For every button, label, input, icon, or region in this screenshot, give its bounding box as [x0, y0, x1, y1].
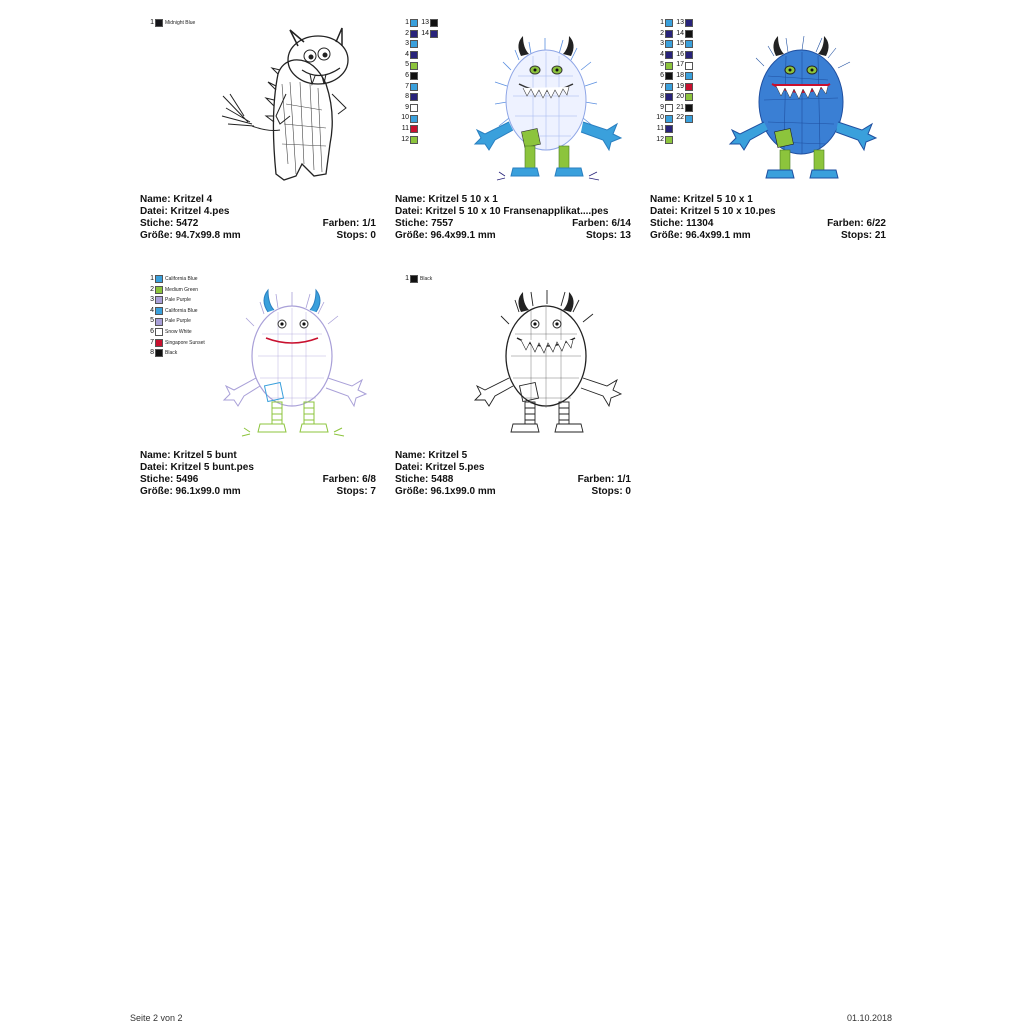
thread-color-swatch — [410, 40, 418, 48]
stitch-count: Stiche: 5472 — [140, 218, 199, 229]
thread-color-name: Black — [165, 350, 178, 357]
monster-colored-outline-image — [220, 282, 372, 442]
monster-filled-image — [728, 26, 883, 186]
thread-color-row — [145, 327, 205, 338]
thread-index: 1 — [405, 19, 409, 26]
thread-color-row — [655, 82, 675, 93]
thread-index: 3 — [405, 40, 409, 48]
thread-color-swatch — [685, 83, 693, 91]
thread-color-swatch — [665, 30, 673, 38]
thread-index: 3 — [660, 40, 664, 48]
thread-index: 1 — [150, 19, 154, 26]
thread-color-swatch — [665, 125, 673, 133]
thread-color-row — [400, 71, 420, 82]
thread-color-row — [675, 60, 695, 71]
thread-color-row — [145, 18, 195, 29]
color-count: Farben: 6/14 — [572, 218, 631, 229]
thread-color-row — [675, 113, 695, 124]
thread-index: 8 — [660, 93, 664, 101]
thread-color-row — [400, 135, 420, 146]
thread-color-swatch — [155, 275, 163, 283]
thread-color-row — [655, 71, 675, 82]
thread-color-row — [655, 29, 675, 40]
design-info — [650, 194, 886, 242]
design-file: Datei: Kritzel 4.pes — [140, 206, 230, 217]
thread-index: 19 — [676, 82, 684, 90]
thread-index: 5 — [405, 61, 409, 69]
page-number: Seite 2 von 2 — [130, 1013, 183, 1023]
thread-color-swatch — [410, 83, 418, 91]
thread-color-swatch — [665, 19, 673, 27]
thread-color-row — [145, 306, 205, 317]
thread-color-row — [675, 18, 695, 29]
thread-index: 9 — [405, 103, 409, 111]
thread-index: 22 — [676, 114, 684, 122]
thread-color-row — [675, 92, 695, 103]
design-size: Größe: 96.1x99.0 mm — [140, 486, 241, 497]
thread-color-swatch — [410, 275, 418, 283]
design-size: Größe: 96.4x99.1 mm — [395, 230, 496, 241]
design-card-kritzel-5-applique — [395, 18, 631, 268]
thread-color-swatch — [410, 125, 418, 133]
thread-index: 14 — [676, 29, 684, 37]
design-info — [140, 194, 376, 242]
thread-index: 4 — [405, 50, 409, 58]
thread-color-row — [400, 39, 420, 50]
thread-color-swatch — [665, 72, 673, 80]
thread-color-row — [655, 92, 675, 103]
thread-color-row — [145, 338, 205, 349]
thread-color-swatch — [410, 104, 418, 112]
thread-column — [400, 18, 420, 145]
thread-color-row — [420, 29, 440, 40]
color-count: Farben: 1/1 — [322, 218, 376, 229]
thread-color-swatch — [685, 93, 693, 101]
thread-index: 13 — [421, 19, 429, 26]
thread-color-swatch — [410, 51, 418, 59]
thread-index: 4 — [150, 306, 154, 314]
thread-index: 21 — [676, 103, 684, 111]
thread-color-row — [400, 103, 420, 114]
thread-color-row — [675, 82, 695, 93]
design-name: Name: Kritzel 5 — [395, 450, 468, 461]
thread-index: 7 — [405, 82, 409, 90]
stop-count: Stops: 7 — [336, 486, 376, 497]
thread-color-list — [145, 274, 205, 359]
stitch-count: Stiche: 5488 — [395, 474, 454, 485]
design-file: Datei: Kritzel 5 bunt.pes — [140, 462, 254, 473]
thread-color-swatch — [155, 19, 163, 27]
thread-color-name: Medium Green — [165, 286, 199, 293]
thread-index: 5 — [150, 317, 154, 325]
color-count: Farben: 6/8 — [322, 474, 376, 485]
design-name: Name: Kritzel 5 10 x 1 — [650, 194, 753, 205]
thread-column — [420, 18, 440, 39]
thread-index: 7 — [660, 82, 664, 90]
thread-color-swatch — [665, 62, 673, 70]
thread-color-name: Black — [420, 276, 433, 282]
thread-index: 4 — [660, 50, 664, 58]
thread-color-swatch — [430, 30, 438, 38]
thread-column — [655, 18, 675, 145]
design-name: Name: Kritzel 5 bunt — [140, 450, 237, 461]
thread-color-name: Midnight Blue — [165, 20, 196, 26]
thread-color-swatch — [685, 19, 693, 27]
design-card-kritzel-5 — [395, 274, 631, 524]
thread-index: 6 — [150, 327, 154, 335]
thread-index: 2 — [405, 29, 409, 37]
thread-color-row — [675, 50, 695, 61]
thread-color-row — [145, 348, 205, 359]
thread-color-swatch — [665, 104, 673, 112]
thread-color-swatch — [665, 115, 673, 123]
design-name: Name: Kritzel 5 10 x 1 — [395, 194, 498, 205]
thread-color-swatch — [410, 136, 418, 144]
thread-color-swatch — [685, 40, 693, 48]
thread-color-swatch — [155, 286, 163, 294]
thread-color-swatch — [155, 349, 163, 357]
stop-count: Stops: 0 — [336, 230, 376, 241]
thread-color-name: Pale Purple — [165, 318, 191, 325]
design-file: Datei: Kritzel 5.pes — [395, 462, 485, 473]
thread-index: 13 — [676, 19, 684, 26]
thread-index: 11 — [656, 124, 664, 132]
design-size: Größe: 96.1x99.0 mm — [395, 486, 496, 497]
thread-color-row — [675, 103, 695, 114]
thread-color-swatch — [155, 296, 163, 304]
thread-index: 15 — [676, 40, 684, 48]
thread-color-row — [655, 50, 675, 61]
color-count: Farben: 1/1 — [577, 474, 631, 485]
monster-sketch-image — [218, 24, 373, 186]
design-size: Größe: 96.4x99.1 mm — [650, 230, 751, 241]
monster-sketch-image — [473, 282, 628, 442]
thread-color-swatch — [665, 51, 673, 59]
thread-color-row — [400, 113, 420, 124]
print-date: 01.10.2018 — [847, 1013, 893, 1023]
thread-color-swatch — [665, 83, 673, 91]
thread-color-swatch — [155, 307, 163, 315]
thread-index: 7 — [150, 338, 154, 346]
thread-color-row — [400, 50, 420, 61]
thread-index: 1 — [150, 275, 154, 282]
stitch-count: Stiche: 11304 — [650, 218, 714, 229]
thread-color-row — [400, 18, 420, 29]
thread-color-swatch — [155, 339, 163, 347]
design-card-kritzel-5-bunt — [140, 274, 376, 524]
thread-index: 16 — [676, 50, 684, 58]
design-info — [395, 450, 631, 498]
stitch-count: Stiche: 5496 — [140, 474, 199, 485]
thread-index: 8 — [405, 93, 409, 101]
thread-color-name: California Blue — [165, 307, 198, 314]
thread-color-name: California Blue — [165, 276, 198, 282]
thread-color-row — [145, 274, 205, 285]
thread-index: 3 — [150, 296, 154, 304]
design-name: Name: Kritzel 4 — [140, 194, 213, 205]
thread-index: 2 — [150, 285, 154, 293]
thread-color-row — [145, 295, 205, 306]
thread-color-row — [400, 274, 432, 285]
thread-color-row — [655, 18, 675, 29]
thread-color-row — [420, 18, 440, 29]
thread-color-list — [400, 274, 432, 285]
thread-color-swatch — [665, 136, 673, 144]
thread-index: 10 — [401, 114, 409, 122]
thread-index: 11 — [401, 124, 409, 132]
thread-color-row — [655, 60, 675, 71]
stop-count: Stops: 21 — [840, 230, 886, 241]
thread-color-swatch — [685, 30, 693, 38]
thread-color-row — [655, 135, 675, 146]
thread-color-swatch — [685, 104, 693, 112]
design-info — [140, 450, 376, 498]
thread-color-row — [655, 103, 675, 114]
thread-color-swatch — [410, 93, 418, 101]
thread-index: 1 — [405, 275, 409, 282]
stop-count: Stops: 0 — [591, 486, 631, 497]
monster-applique-image — [473, 26, 628, 186]
thread-color-row — [400, 82, 420, 93]
thread-color-row — [400, 92, 420, 103]
thread-color-row — [675, 29, 695, 40]
thread-color-swatch — [410, 72, 418, 80]
thread-color-row — [145, 285, 205, 296]
thread-index: 6 — [660, 71, 664, 79]
thread-color-row — [400, 29, 420, 40]
thread-color-swatch — [410, 30, 418, 38]
thread-index: 2 — [660, 29, 664, 37]
thread-color-name: Singapore Sunset — [165, 339, 205, 346]
thread-color-swatch — [685, 72, 693, 80]
thread-color-row — [675, 71, 695, 82]
thread-index: 6 — [405, 71, 409, 79]
thread-color-row — [675, 39, 695, 50]
thread-index: 8 — [150, 349, 154, 357]
thread-index: 12 — [401, 135, 409, 143]
design-card-kritzel-4 — [140, 18, 376, 268]
thread-color-row — [400, 124, 420, 135]
stop-count: Stops: 13 — [585, 230, 631, 241]
thread-index: 14 — [421, 29, 429, 37]
thread-color-row — [655, 39, 675, 50]
design-file: Datei: Kritzel 5 10 x 10 Fransenapplikat....pes — [395, 206, 609, 217]
thread-index: 1 — [660, 19, 664, 26]
thread-color-row — [145, 316, 205, 327]
thread-column — [675, 18, 695, 124]
design-info — [395, 194, 631, 242]
thread-index: 17 — [676, 61, 684, 69]
thread-color-name: Snow White — [165, 328, 192, 335]
thread-color-list — [145, 18, 195, 29]
thread-color-row — [400, 60, 420, 71]
thread-color-swatch — [410, 115, 418, 123]
thread-color-row — [655, 113, 675, 124]
stitch-count: Stiche: 7557 — [395, 218, 454, 229]
thread-color-swatch — [665, 93, 673, 101]
design-card-kritzel-5-filled — [650, 18, 886, 268]
thread-color-swatch — [410, 62, 418, 70]
thread-index: 5 — [660, 61, 664, 69]
thread-color-swatch — [430, 19, 438, 27]
thread-color-swatch — [665, 40, 673, 48]
thread-index: 18 — [676, 71, 684, 79]
thread-color-swatch — [155, 328, 163, 336]
thread-color-swatch — [410, 19, 418, 27]
thread-color-swatch — [685, 62, 693, 70]
thread-index: 12 — [656, 135, 664, 143]
thread-color-swatch — [155, 318, 163, 326]
thread-index: 20 — [676, 93, 684, 101]
thread-color-name: Pale Purple — [165, 297, 191, 304]
design-file: Datei: Kritzel 5 10 x 10.pes — [650, 206, 776, 217]
thread-color-swatch — [685, 51, 693, 59]
thread-index: 9 — [660, 103, 664, 111]
thread-color-row — [655, 124, 675, 135]
design-size: Größe: 94.7x99.8 mm — [140, 230, 241, 241]
thread-color-swatch — [685, 115, 693, 123]
color-count: Farben: 6/22 — [827, 218, 886, 229]
thread-index: 10 — [656, 114, 664, 122]
